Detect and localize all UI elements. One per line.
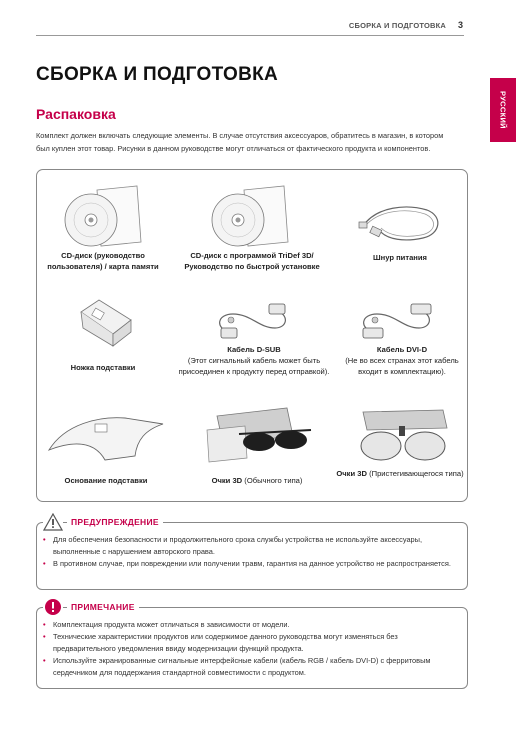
item-cd-manual-label: CD-диск (руководство пользователя) / карта памяти [47, 251, 159, 271]
item-cd-tridef-label: CD-диск с программой TriDef 3D/Руководство по быстрой установке [184, 251, 320, 271]
note-item: • Комплектация продукта может отличаться в зависимости от модели. [41, 619, 459, 631]
note-item: • Технические характеристики продуктов или содержимое данного руководства могут изменяться без предварительного уведомления ввиду модернизации функций продукта. [41, 631, 459, 655]
item-stand-base-label: Основание подставки [64, 476, 148, 485]
dvid-cable-illustration [353, 298, 437, 346]
note-box [36, 602, 468, 689]
warning-item: • Для обеспечения безопасности и продолжительного срока службы устройства не используйте аксессуары, выполненные с нарушением авторского права. [41, 534, 459, 558]
page-number: 3 [457, 20, 463, 30]
warning-title: ПРЕДУПРЕЖДЕНИЕ [67, 517, 163, 527]
item-power-cord-label: Шнур питания [373, 253, 427, 262]
warning-item: • В противном случае, при повреждении или получении травм, гарантия на данное устройство не распространяется. [41, 558, 459, 570]
item-glasses-regular-label: Очки 3D (Обычного типа) [211, 476, 303, 485]
glasses-clipon-illustration [347, 406, 457, 466]
note-title: ПРИМЕЧАНИЕ [67, 602, 139, 612]
page-title: СБОРКА И ПОДГОТОВКА [36, 64, 279, 85]
language-tab: РУССКИЙ [490, 78, 516, 142]
cd-tridef-illustration [204, 184, 294, 250]
warning-box [36, 517, 468, 590]
info-exclamation-icon [43, 598, 63, 616]
note-item: • Используйте экранированные сигнальные интерфейсные кабели (кабель RGB / кабель DVI-D) с ферритовым сердечником для поддержания стандартной совместимости с продуктом. [41, 655, 459, 679]
item-glasses-clipon-label: Очки 3D (Пристегивающегося типа) [336, 469, 464, 478]
item-dvid-cable-label: Кабель DVI-D (Не во всех странах этот кабель входит в комплектацию). [345, 345, 459, 376]
section-subtitle: Распаковка [36, 106, 116, 122]
stand-base-illustration [45, 410, 165, 462]
intro-paragraph: Комплект должен включать следующие элементы. В случае отсутствия аксессуаров, обратитесь в магазин, в котором был куплен этот товар. Рисунки в данном руководстве могут отличаться от фактического продукта и компонентов. [36, 131, 444, 153]
dsub-cable-illustration [209, 298, 293, 346]
warning-triangle-icon [43, 513, 63, 531]
item-dsub-cable-label: Кабель D-SUB (Этот сигнальный кабель может быть присоединен к продукту перед отправкой). [178, 345, 330, 376]
header-divider [36, 35, 464, 36]
item-stand-body-label: Ножка подставки [70, 363, 136, 372]
glasses-regular-illustration [197, 406, 317, 466]
package-contents-box [36, 169, 468, 502]
cd-manual-illustration [57, 184, 147, 250]
stand-body-illustration [73, 294, 139, 350]
power-cord-illustration [357, 200, 447, 250]
running-header-title: СБОРКА И ПОДГОТОВКА [348, 21, 446, 30]
